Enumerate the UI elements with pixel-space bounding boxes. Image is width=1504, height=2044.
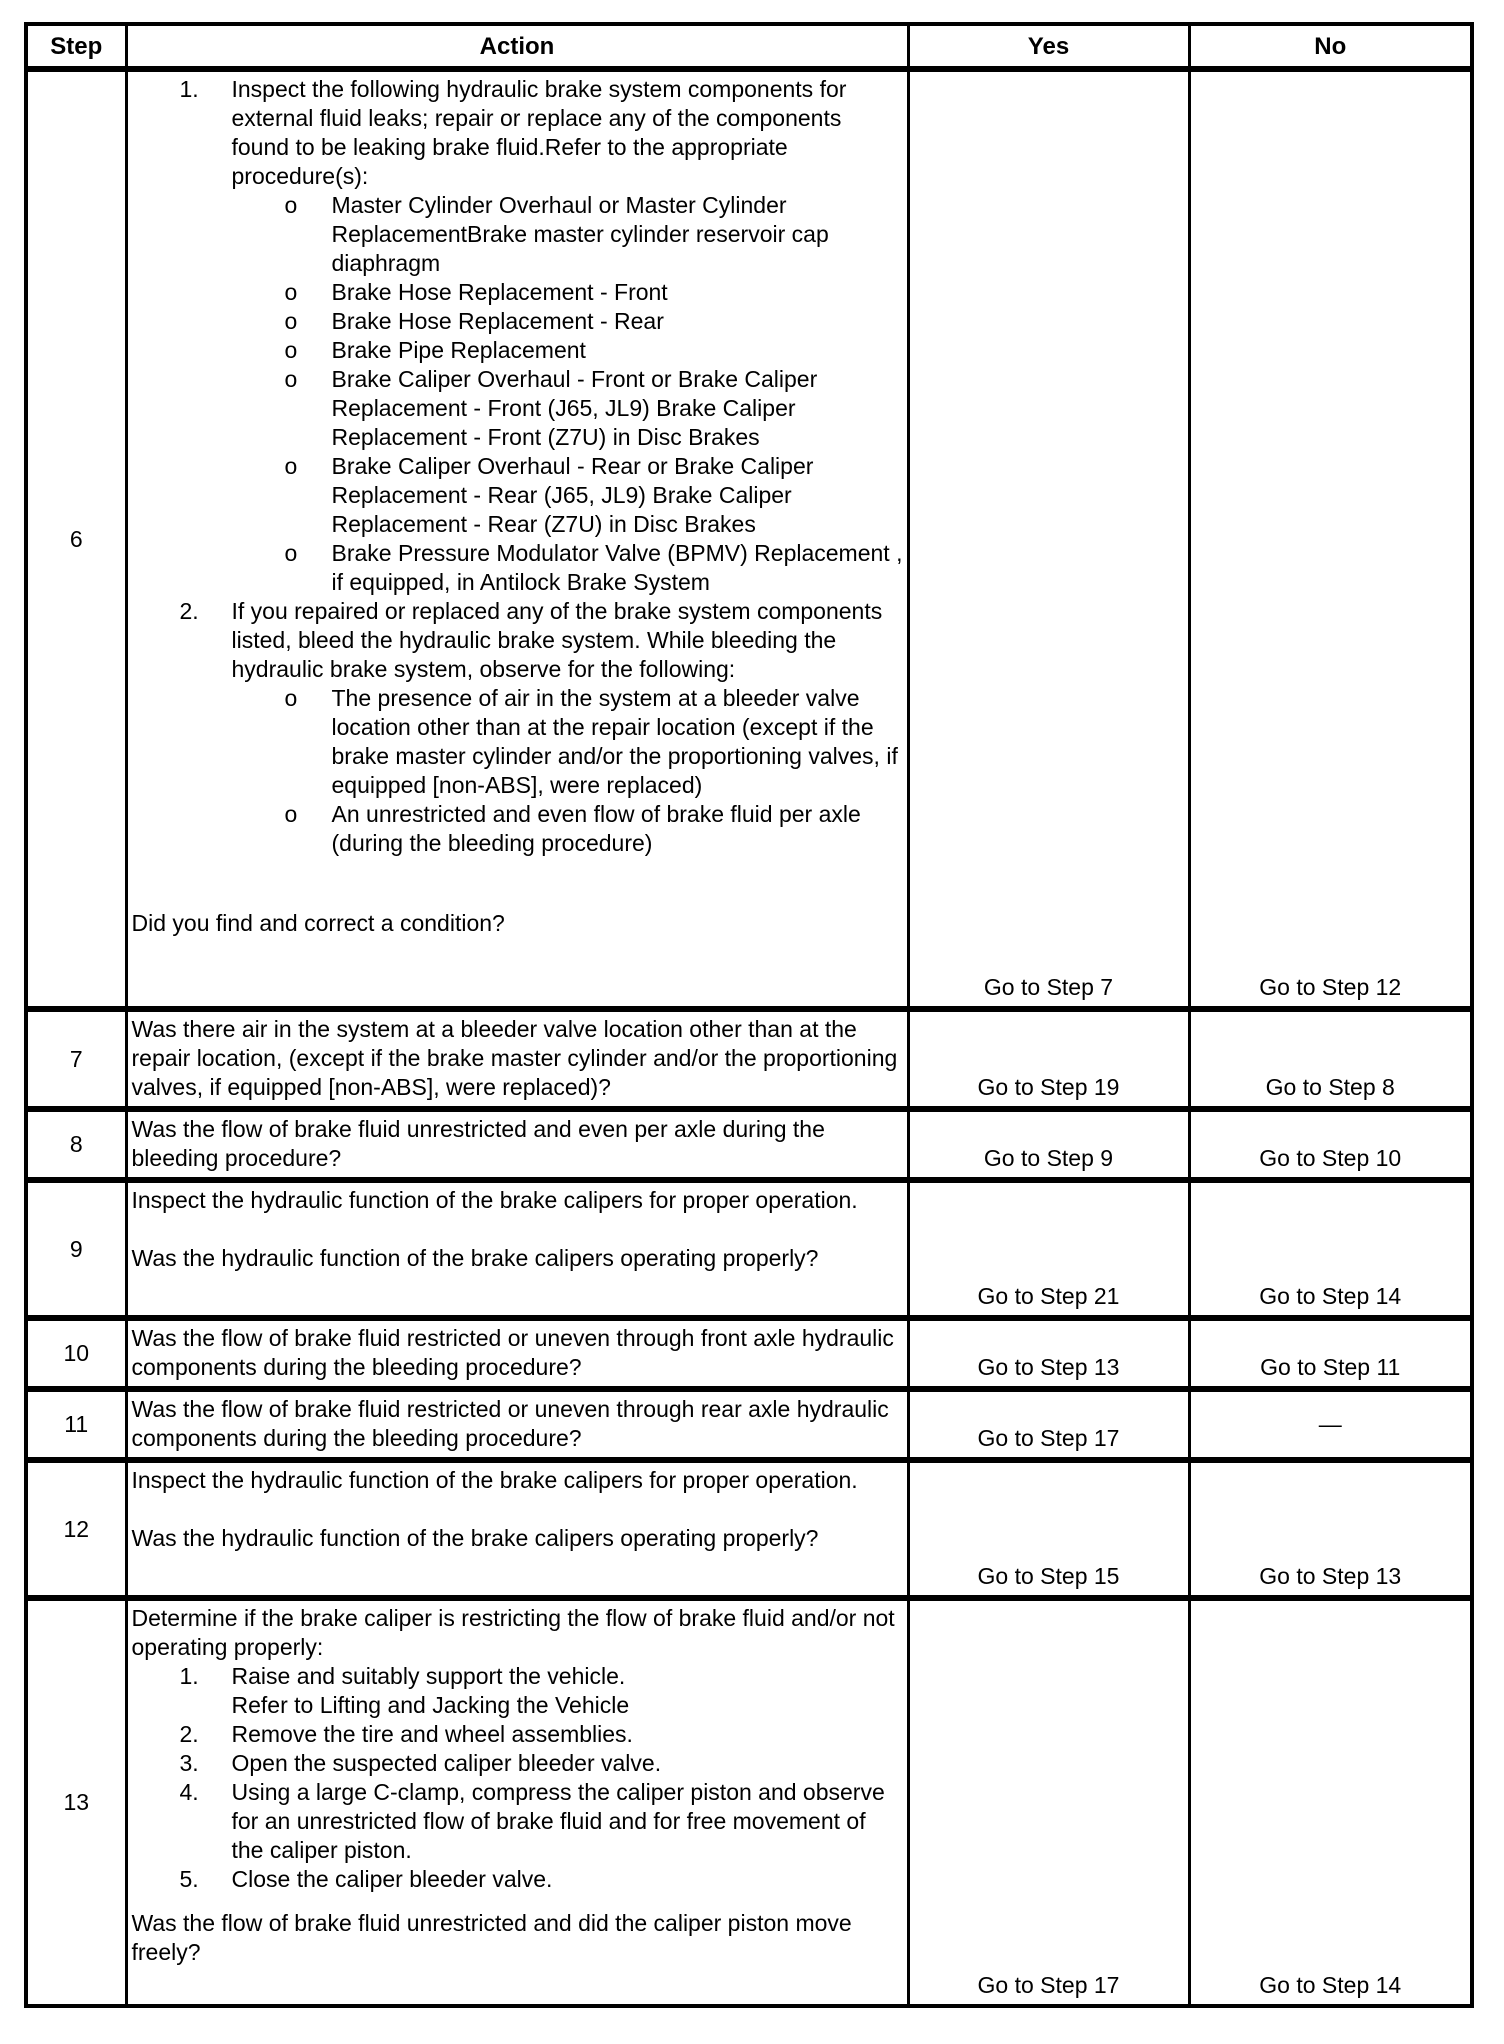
instruction-text: Inspect the hydraulic function of the brake calipers for proper operation. [131, 1187, 858, 1213]
no-cell: — [1189, 1389, 1472, 1460]
action-cell [126, 1180, 908, 1318]
bullet-list [232, 191, 903, 597]
yes-cell: Go to Step 21 [908, 1180, 1189, 1318]
action-cell [126, 1598, 908, 2006]
question-text: Was the flow of brake fluid restricted or uneven through rear axle hydraulic components during the bleeding procedure? [131, 1396, 889, 1451]
action-cell [126, 69, 908, 1009]
diagnostic-table [24, 22, 1474, 2008]
action-cell [126, 1318, 908, 1389]
bullet-text: Brake Pressure Modulator Valve (BPMV) Replacement , if equipped, in Antilock Brake System [331, 540, 903, 595]
list-item [132, 1749, 903, 1778]
bullet-item [232, 539, 903, 597]
bullet-text: The presence of air in the system at a bleeder valve location other than at the repair location (except if the brake master cylinder and/or the proportioning valves, if equipped [non-ABS], were replaced) [331, 685, 898, 798]
table-row-step-10 [26, 1318, 1472, 1389]
bullet-icon: o [284, 192, 298, 218]
list-item-text: If you repaired or replaced any of the brake system components listed, bleed the hydraulic brake system. While bleeding the hydraulic brake system, observe for the following: [231, 598, 883, 682]
list-item-text: Close the caliper bleeder valve. [231, 1866, 553, 1892]
list-item [132, 1662, 903, 1720]
bullet-icon: o [284, 540, 298, 566]
no-cell: Go to Step 8 [1189, 1009, 1472, 1109]
bullet-icon: o [284, 279, 298, 305]
table-row-step-13 [26, 1598, 1472, 2006]
step-number: 8 [26, 1109, 126, 1180]
list-item-text: Open the suspected caliper bleeder valve. [231, 1750, 662, 1776]
list-item [132, 597, 903, 858]
list-item-text: Remove the tire and wheel assemblies. [231, 1721, 633, 1747]
bullet-icon: o [284, 801, 298, 827]
bullet-item [232, 800, 903, 858]
question-text: Did you find and correct a condition? [131, 910, 505, 936]
no-cell: Go to Step 10 [1189, 1109, 1472, 1180]
table-row-step-12 [26, 1460, 1472, 1598]
troubleshooting-table-page [24, 22, 1470, 2008]
header-action: Action [126, 24, 908, 69]
bullet-item [232, 365, 903, 452]
bullet-item [232, 684, 903, 800]
step-number: 7 [26, 1009, 126, 1109]
header-step: Step [26, 24, 126, 69]
bullet-icon: o [284, 453, 298, 479]
list-item [132, 1720, 903, 1749]
step-number: 13 [26, 1598, 126, 2006]
question-text: Was there air in the system at a bleeder valve location other than at the repair location, (except if the brake master cylinder and/or the proportioning valves, if equipped [non-ABS], were replaced)? [131, 1016, 898, 1100]
action-cell [126, 1460, 908, 1598]
list-number: 4. [179, 1779, 199, 1805]
bullet-list [232, 684, 903, 858]
table-row-step-6 [26, 69, 1472, 1009]
header-no: No [1189, 24, 1472, 69]
yes-cell: Go to Step 17 [908, 1598, 1189, 2006]
bullet-icon: o [284, 308, 298, 334]
bullet-text: Brake Hose Replacement - Front [331, 279, 668, 305]
yes-cell: Go to Step 15 [908, 1460, 1189, 1598]
yes-cell: Go to Step 9 [908, 1109, 1189, 1180]
bullet-text: Brake Pipe Replacement [331, 337, 586, 363]
yes-cell: Go to Step 13 [908, 1318, 1189, 1389]
table-row-step-11 [26, 1389, 1472, 1460]
bullet-item [232, 191, 903, 278]
step-number: 10 [26, 1318, 126, 1389]
bullet-text: Brake Caliper Overhaul - Rear or Brake Caliper Replacement - Rear (J65, JL9) Brake Caliper Replacement - Rear (Z7U) in Disc Brakes [331, 453, 814, 537]
action-cell [126, 1109, 908, 1180]
question-text: Was the hydraulic function of the brake calipers operating properly? [131, 1525, 819, 1551]
header-yes: Yes [908, 24, 1189, 69]
step-number: 9 [26, 1180, 126, 1318]
list-number: 2. [179, 1721, 199, 1747]
bullet-text: Master Cylinder Overhaul or Master Cylinder ReplacementBrake master cylinder reservoir cap diaphragm [331, 192, 829, 276]
bullet-icon: o [284, 337, 298, 363]
list-item [132, 1865, 903, 1894]
list-number: 1. [179, 76, 199, 102]
bullet-icon: o [284, 685, 298, 711]
yes-cell: Go to Step 19 [908, 1009, 1189, 1109]
no-cell: Go to Step 12 [1189, 69, 1472, 1009]
bullet-text: Brake Hose Replacement - Rear [331, 308, 664, 334]
table-header-row [26, 24, 1472, 69]
bullet-text: Brake Caliper Overhaul - Front or Brake Caliper Replacement - Front (J65, JL9) Brake Caliper Replacement - Front (Z7U) in Disc Brakes [331, 366, 818, 450]
no-cell: Go to Step 13 [1189, 1460, 1472, 1598]
table-row-step-9 [26, 1180, 1472, 1318]
no-cell: Go to Step 11 [1189, 1318, 1472, 1389]
list-number: 3. [179, 1750, 199, 1776]
bullet-item [232, 278, 903, 307]
step-number: 11 [26, 1389, 126, 1460]
table-row-step-7 [26, 1009, 1472, 1109]
bullet-icon: o [284, 366, 298, 392]
step-number: 6 [26, 69, 126, 1009]
list-item-text: Inspect the following hydraulic brake system components for external fluid leaks; repair or replace any of the components found to be leaking brake fluid.Refer to the appropriate procedure(s): [231, 76, 847, 189]
yes-cell: Go to Step 17 [908, 1389, 1189, 1460]
list-number: 5. [179, 1866, 199, 1892]
instruction-text: Determine if the brake caliper is restricting the flow of brake fluid and/or not operating properly: [131, 1605, 895, 1660]
procedure-reference-link[interactable]: Refer to Lifting and Jacking the Vehicle [231, 1692, 630, 1718]
bullet-item [232, 307, 903, 336]
bullet-item [232, 452, 903, 539]
list-item-text: Using a large C-clamp, compress the caliper piston and observe for an unrestricted flow of brake fluid and for free movement of the caliper piston. [231, 1779, 885, 1863]
question-text: Was the flow of brake fluid restricted or uneven through front axle hydraulic components during the bleeding procedure? [131, 1325, 894, 1380]
numbered-list [132, 75, 903, 858]
list-item [132, 1778, 903, 1865]
numbered-list [132, 1662, 903, 1894]
bullet-item [232, 336, 903, 365]
list-item-text: Raise and suitably support the vehicle. [231, 1663, 626, 1689]
yes-cell: Go to Step 7 [908, 69, 1189, 1009]
no-cell: Go to Step 14 [1189, 1598, 1472, 2006]
question-text: Was the hydraulic function of the brake calipers operating properly? [131, 1245, 819, 1271]
table-row-step-8 [26, 1109, 1472, 1180]
list-number: 2. [179, 598, 199, 624]
instruction-text: Inspect the hydraulic function of the brake calipers for proper operation. [131, 1467, 858, 1493]
action-cell [126, 1009, 908, 1109]
step-number: 12 [26, 1460, 126, 1598]
list-number: 1. [179, 1663, 199, 1689]
question-text: Was the flow of brake fluid unrestricted and even per axle during the bleeding procedure? [131, 1116, 825, 1171]
list-item [132, 75, 903, 597]
question-text: Was the flow of brake fluid unrestricted and did the caliper piston move freely? [131, 1910, 852, 1965]
no-cell: Go to Step 14 [1189, 1180, 1472, 1318]
bullet-text: An unrestricted and even flow of brake fluid per axle (during the bleeding procedure) [331, 801, 861, 856]
action-cell [126, 1389, 908, 1460]
